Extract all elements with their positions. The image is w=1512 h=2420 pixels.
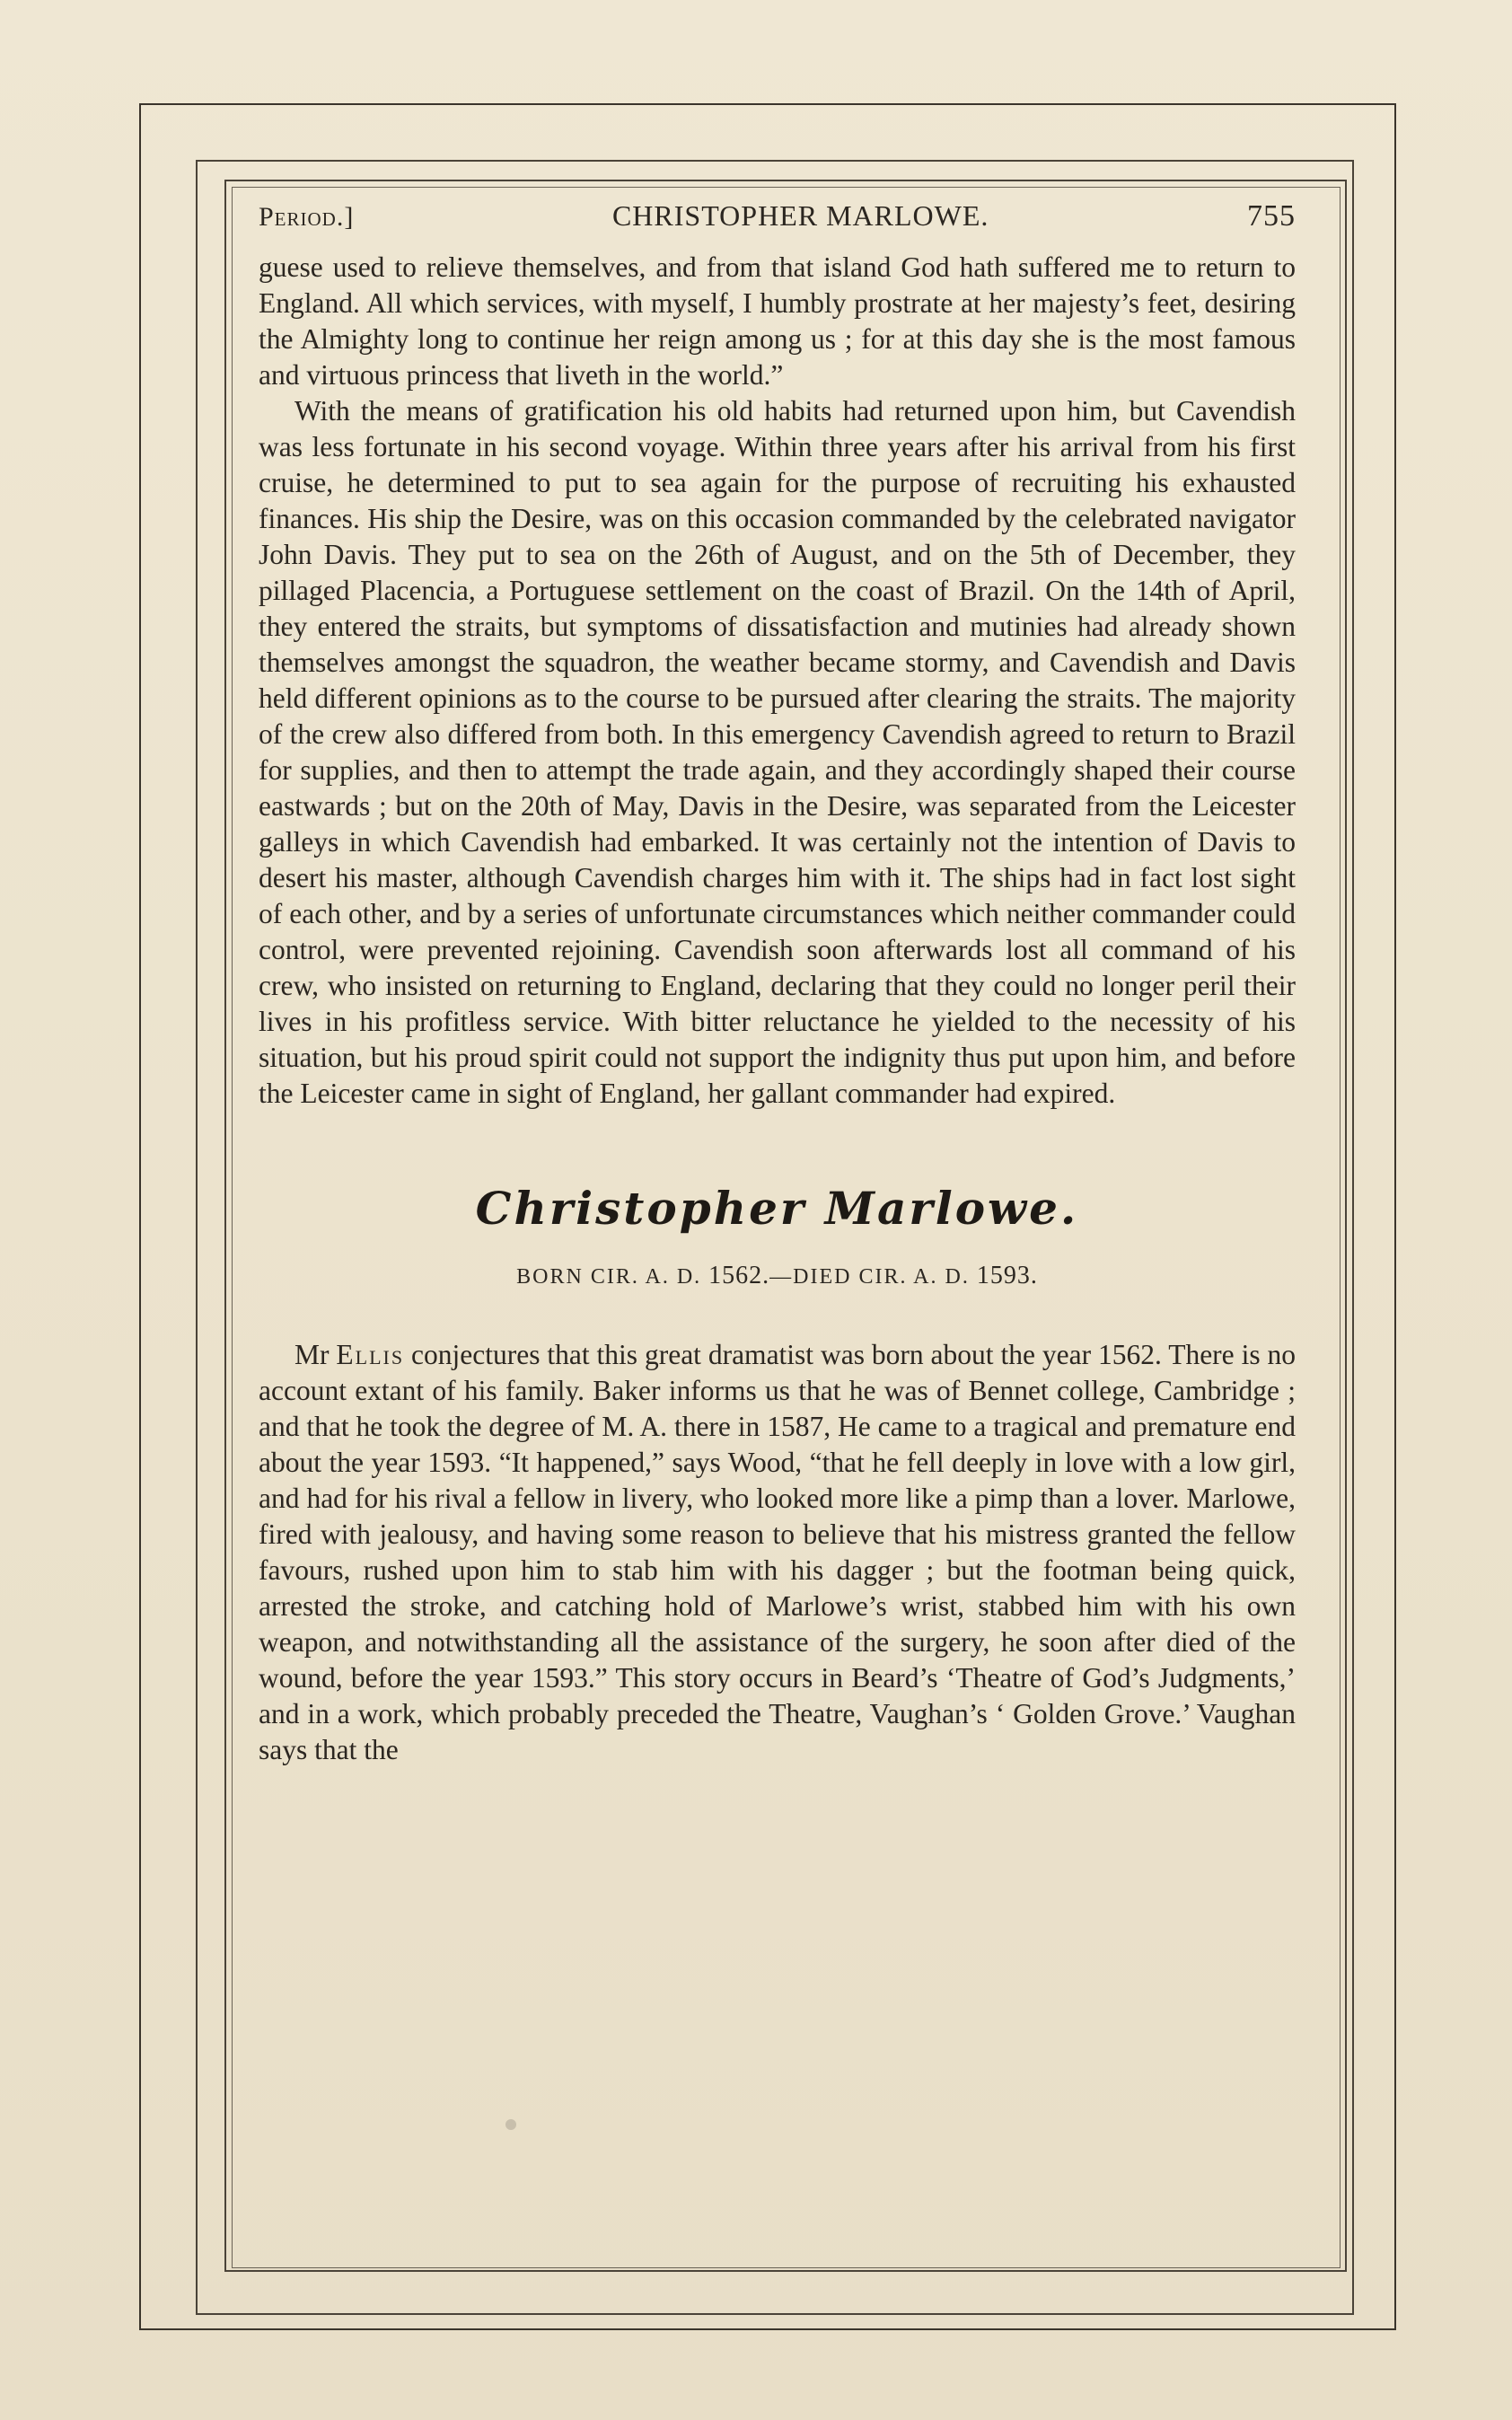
running-head-title: CHRISTOPHER MARLOWE. (611, 199, 989, 232)
intro-name: Ellis (336, 1339, 405, 1370)
intro-mr: Mr (294, 1339, 330, 1370)
born-year: 1562. (708, 1262, 770, 1289)
page-text (259, 199, 1296, 1768)
marlowe-text: conjectures that this great dramatist was born about the year 1562. There is no account extant of his family. Baker informs us that he was of Bennet college, Cambridge ; and that he took the degree of M. A. there in 1587, He came to a tragical and premature end about the year 1593. “It happened,” says Wood, “that he fell deeply in love with a low girl, and had for his rival a fellow in livery, who looked more like a pimp than a lover. Marlowe, fired with jealousy, and having some reason to believe that his mistress granted the fellow favours, rushed upon him to stab him with his dagger ; but the footman being quick, arrested the stroke, and catching hold of Marlowe’s wrist, stabbed him with his own weapon, and notwithstanding all the assistance of the surgery, he soon after died of the wound, before the year 1593.” This story occurs in Beard’s ‘Theatre of God’s Judgments,’ and in a work, which probably preceded the Theatre, Vaughan’s ‘ Golden Grove.’ Vaughan says that the (259, 1339, 1297, 1765)
body-paragraph: With the means of gratification his old habits had returned upon him, but Cavendish was less fortunate in his second voyage. Within three years after his arrival from his first cruise, he determined to put to sea again for the purpose of recruiting his exhausted finances. His ship the Desire, was on this occasion commanded by the celebrated navigator John Davis. They put to sea on the 26th of August, and on the 5th of December, they pillaged Placencia, a Portuguese settlement on the coast of Brazil. On the 14th of April, they entered the straits, but symptoms of dissatisfaction and mutinies had already shown themselves amongst the squadron, the weather became stormy, and Cavendish and Davis held different opinions as to the course to be pursued after clearing the straits. The majority of the crew also differed from both. In this emergency Cavendish agreed to return to Brazil for supplies, and then to attempt the trade again, and they accordingly shaped their course eastwards ; but on the 20th of May, Davis in the Desire, was separated from the Leicester galleys in which Cavendish had embarked. It was certainly not the intention of Davis to desert his master, although Cavendish charges him with it. The ships had in fact lost sight of each other, and by a series of unfortunate circumstances which neither commander could control, were prevented rejoining. Cavendish soon afterwards lost all command of his crew, who insisted on returning to England, declaring that they could no longer peril their lives in his profitless service. With bitter reluctance he yielded to the necessity of his situation, but his proud spirit could not support the indignity thus put upon him, and before the Leicester came in sight of England, her gallant commander had expired. (259, 395, 1296, 1109)
marlowe-paragraph (259, 1337, 1296, 1768)
section-title: Christopher Marlowe. (475, 1182, 1079, 1235)
continued-paragraph: guese used to relieve themselves, and from that island God hath suffered me to return to England. All which services, with myself, I humbly prostrate at her majesty’s feet, desiring the Almighty long to continue her reign among us ; for at this day she is the most famous and virtuous princess that liveth in the world.” (259, 251, 1296, 391)
page-blemish (505, 2119, 516, 2130)
running-head (259, 199, 1296, 244)
died-year: 1593. (976, 1262, 1038, 1289)
born-label: BORN CIR. A. D. (516, 1265, 702, 1289)
life-dates (259, 1262, 1296, 1290)
running-head-period: Period.] (259, 202, 355, 232)
died-label: —DIED CIR. A. D. (769, 1265, 970, 1289)
page-number: 755 (1247, 199, 1296, 233)
